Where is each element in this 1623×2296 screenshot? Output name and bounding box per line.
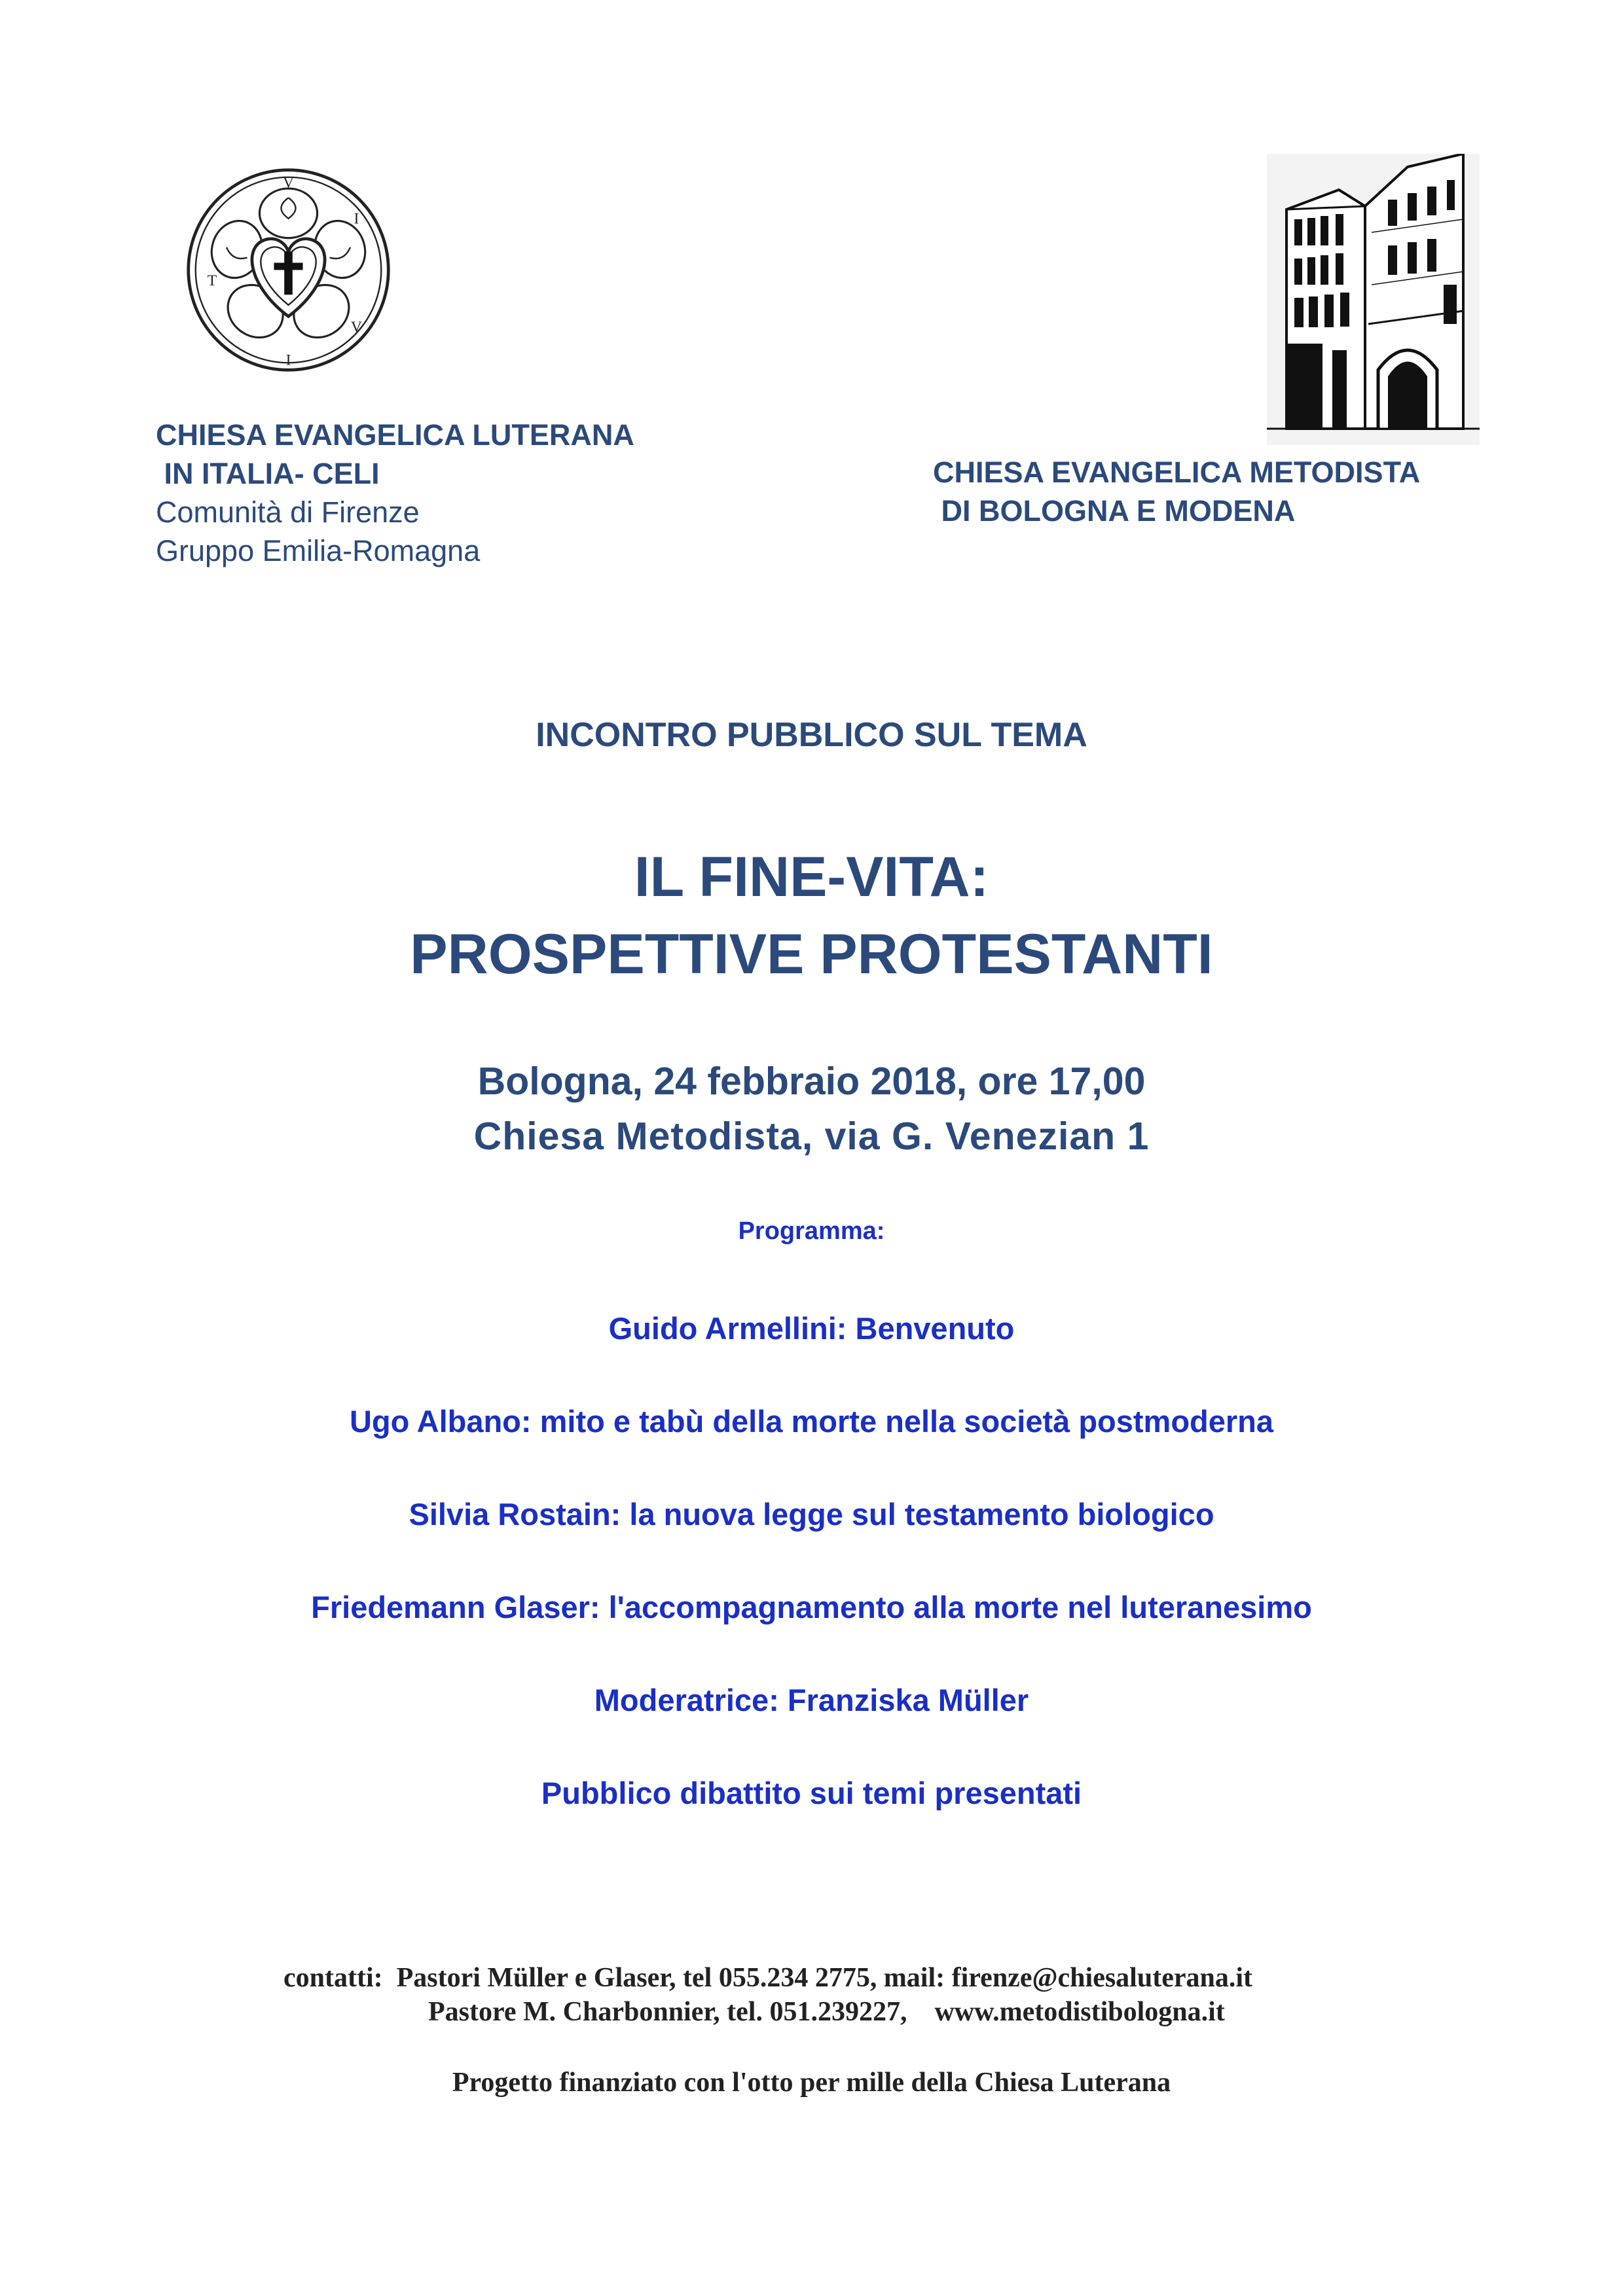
methodist-church-drawing	[1267, 154, 1480, 445]
funding-note: Progetto finanziato con l'otto per mille della Chiesa Luterana	[452, 2068, 1171, 2098]
seal-letter: V	[350, 319, 362, 336]
event-title-line2: PROSPETTIVE PROTESTANTI	[410, 923, 1213, 986]
group-line: Gruppo Emilia-Romagna	[156, 534, 481, 567]
seal-letter: T	[207, 272, 217, 290]
org-name-line: DI BOLOGNA E MODENA	[933, 494, 1296, 528]
program-item: Ugo Albano: mito e tabù della morte nella società postmoderna	[349, 1404, 1274, 1439]
program-item: Friedemann Glaser: l'accompagnamento alla morte nel luteranesimo	[311, 1590, 1312, 1624]
methodist-church-block	[933, 453, 1420, 530]
community-line: Comunità di Firenze	[156, 495, 420, 529]
event-title-line1: IL FINE-VITA:	[634, 846, 989, 908]
event-venue: Chiesa Metodista, via G. Venezian 1	[473, 1115, 1150, 1158]
org-name-line: CHIESA EVANGELICA METODISTA	[933, 456, 1421, 489]
contacts-line: contatti: Pastori Müller e Glaser, tel 055.234 2775, mail: firenze@chiesaluterana.it	[283, 1963, 1252, 1993]
program-label: Programma:	[738, 1217, 885, 1245]
program-item: Moderatrice: Franziska Müller	[594, 1683, 1029, 1717]
event-subtitle: INCONTRO PUBBLICO SUL TEMA	[536, 716, 1087, 754]
lutheran-church-block	[156, 416, 634, 570]
seal-letter: I	[354, 210, 359, 228]
org-name-line: IN ITALIA- CELI	[156, 457, 380, 490]
contacts-line: Pastore M. Charbonnier, tel. 051.239227, www.metodistibologna.it	[428, 1997, 1225, 2027]
luther-rose-seal	[185, 167, 392, 373]
seal-letter: V	[282, 174, 295, 192]
event-date: Bologna, 24 febbraio 2018, ore 17,00	[477, 1060, 1146, 1103]
program-item: Pubblico dibattito sui temi presentati	[541, 1776, 1082, 1810]
program-item: Guido Armellini: Benvenuto	[608, 1311, 1015, 1346]
program-item: Silvia Rostain: la nuova legge sul testamento biologico	[409, 1497, 1214, 1532]
seal-letter: I	[285, 351, 291, 369]
org-name-line: CHIESA EVANGELICA LUTERANA	[156, 418, 634, 452]
